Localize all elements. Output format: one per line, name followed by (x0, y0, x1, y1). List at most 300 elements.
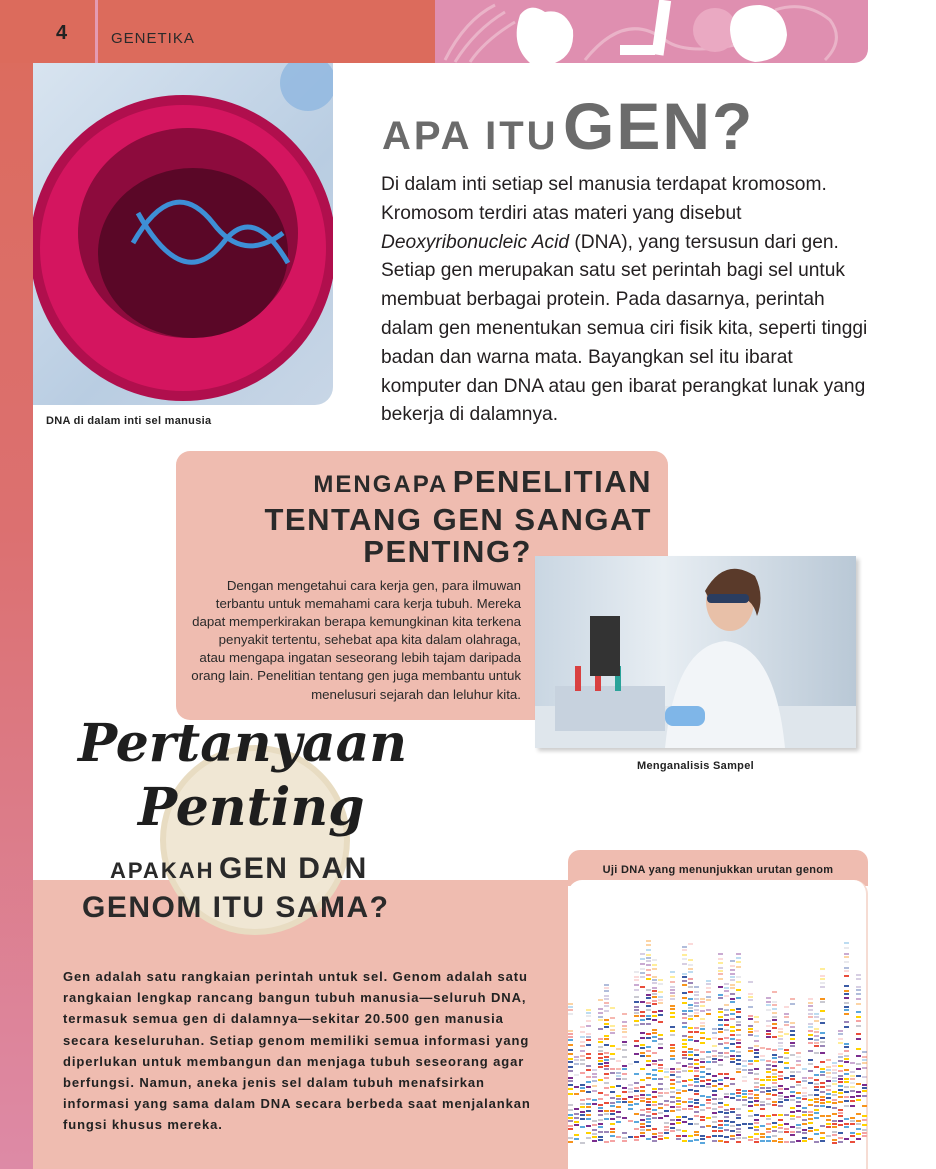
dna-band (736, 1059, 741, 1061)
intro-italic: Deoxyribonucleic Acid (381, 231, 570, 253)
dna-band (826, 1072, 831, 1074)
dna-band (796, 1105, 801, 1107)
dna-band (688, 1039, 693, 1041)
title-small: APA ITU (382, 114, 559, 158)
dna-band (832, 1062, 837, 1064)
dna-band (568, 1070, 573, 1072)
dna-band (712, 1050, 717, 1052)
dna-band (790, 1038, 795, 1040)
dna-band (688, 1048, 693, 1050)
dna-band (730, 1058, 735, 1060)
dna-band (736, 976, 741, 978)
dna-band (766, 1140, 771, 1142)
dna-in-nucleus-image (33, 63, 333, 405)
dna-band (682, 1010, 687, 1012)
dna-band (856, 986, 861, 988)
dna-band (700, 1116, 705, 1118)
dna-band (814, 1020, 819, 1022)
dna-band (736, 1055, 741, 1057)
dna-band (694, 1131, 699, 1133)
dna-band (808, 1026, 813, 1028)
dna-band (640, 963, 645, 965)
dna-band (568, 1080, 573, 1082)
dna-band (646, 944, 651, 946)
dna-band (736, 961, 741, 963)
dna-band (682, 1080, 687, 1082)
dna-band (652, 1000, 657, 1002)
dna-band (796, 1092, 801, 1094)
dna-band (730, 976, 735, 978)
dna-band (634, 1121, 639, 1123)
heading-line-3: PENTING? (363, 534, 532, 569)
dna-band (856, 974, 861, 976)
dna-band (586, 1065, 591, 1067)
dna-band (688, 1010, 693, 1012)
dna-band (586, 1057, 591, 1059)
dna-band (844, 993, 849, 995)
heading-small: MENGAPA (313, 471, 449, 498)
dna-band (628, 1084, 633, 1086)
dna-band (592, 1124, 597, 1126)
dna-band (760, 1059, 765, 1061)
dna-band (682, 1002, 687, 1004)
dna-band (784, 1088, 789, 1090)
dna-band (610, 1123, 615, 1125)
dna-band (700, 1028, 705, 1030)
dna-band (814, 1042, 819, 1044)
dna-band (682, 973, 687, 975)
dna-band (622, 1068, 627, 1070)
dna-band (640, 1097, 645, 1099)
dna-band (814, 1098, 819, 1100)
dna-band (838, 1075, 843, 1077)
dna-band (706, 1051, 711, 1053)
dna-band (646, 1009, 651, 1011)
dna-band (730, 1108, 735, 1110)
dna-band (682, 1065, 687, 1067)
cell-image-caption: DNA di dalam inti sel manusia (46, 415, 212, 427)
dna-band (718, 1120, 723, 1122)
dna-band (574, 1059, 579, 1061)
dna-band (664, 1137, 669, 1139)
dna-band (790, 1054, 795, 1056)
dna-band (694, 1085, 699, 1087)
dna-band (682, 1054, 687, 1056)
dna-band (604, 1002, 609, 1004)
dna-band (604, 1087, 609, 1089)
dna-band (766, 1131, 771, 1133)
dna-band (784, 1062, 789, 1064)
dna-band (754, 1082, 759, 1084)
dna-band (664, 1115, 669, 1117)
dna-band (832, 1131, 837, 1133)
dna-band (772, 1082, 777, 1084)
dna-band (628, 1101, 633, 1103)
dna-band (766, 1033, 771, 1035)
dna-band (598, 1016, 603, 1018)
dna-band (784, 1123, 789, 1125)
dna-band (718, 1124, 723, 1126)
dna-band (808, 1030, 813, 1032)
dna-band (808, 1050, 813, 1052)
dna-band (682, 1046, 687, 1048)
dna-band (814, 1013, 819, 1015)
dna-band (694, 1027, 699, 1029)
dna-band (748, 1028, 753, 1030)
dna-band (652, 1074, 657, 1076)
dna-band (808, 1005, 813, 1007)
dna-band (694, 1115, 699, 1117)
dna-band (682, 1026, 687, 1028)
dna-band (718, 1106, 723, 1108)
dna-band (634, 1136, 639, 1138)
dna-band (634, 1009, 639, 1011)
dna-band (598, 1053, 603, 1055)
dna-band (748, 981, 753, 983)
dna-band (634, 984, 639, 986)
dna-band (658, 1014, 663, 1016)
dna-band (832, 1099, 837, 1101)
dna-band (808, 998, 813, 1000)
dna-band (814, 1035, 819, 1037)
dna-band (586, 1039, 591, 1041)
dna-band (664, 1122, 669, 1124)
dna-band (718, 973, 723, 975)
dna-band (670, 1044, 675, 1046)
dna-band (700, 1071, 705, 1073)
dna-band (820, 1132, 825, 1134)
dna-band (640, 968, 645, 970)
dna-band (730, 1135, 735, 1137)
dna-band (844, 1078, 849, 1080)
dna-band (670, 986, 675, 988)
dna-band (760, 1104, 765, 1106)
dna-band (736, 1046, 741, 1048)
dna-band (754, 1021, 759, 1023)
dna-band (598, 1119, 603, 1121)
dna-band (712, 1037, 717, 1039)
dna-band (688, 1123, 693, 1125)
dna-band (802, 1140, 807, 1142)
dna-band (766, 1001, 771, 1003)
dna-band (814, 1079, 819, 1081)
header-divider (95, 0, 98, 63)
dna-band (736, 1095, 741, 1097)
dna-band (646, 1118, 651, 1120)
dna-band (568, 1137, 573, 1139)
dna-band (736, 1008, 741, 1010)
dna-band (730, 1038, 735, 1040)
dna-band (862, 1084, 867, 1086)
dna-band (736, 1117, 741, 1119)
dna-band (652, 1136, 657, 1138)
dna-band (652, 990, 657, 992)
dna-band (778, 1028, 783, 1030)
dna-band (640, 1023, 645, 1025)
dna-band (694, 1090, 699, 1092)
dna-band (676, 1109, 681, 1111)
dna-band (820, 1052, 825, 1054)
dna-band (730, 1009, 735, 1011)
dna-band (784, 1114, 789, 1116)
dna-band (778, 1141, 783, 1143)
dna-band (730, 1078, 735, 1080)
dna-band (844, 953, 849, 955)
dna-band (814, 1112, 819, 1114)
dna-band (658, 1112, 663, 1114)
dna-band (598, 1012, 603, 1014)
dna-band (814, 1089, 819, 1091)
dna-band (832, 1091, 837, 1093)
dna-band (592, 1120, 597, 1122)
dna-band (616, 1116, 621, 1118)
dna-band (832, 1113, 837, 1115)
dna-band (706, 1061, 711, 1063)
dna-band (850, 1141, 855, 1143)
dna-band (688, 1079, 693, 1081)
dna-band (694, 1106, 699, 1108)
dna-band (862, 1095, 867, 1097)
dna-band (646, 1115, 651, 1117)
dna-band (700, 1119, 705, 1121)
dna-band (676, 1076, 681, 1078)
dna-band (682, 1043, 687, 1045)
dna-band (862, 1115, 867, 1117)
dna-band (718, 1019, 723, 1021)
dna-band (796, 1064, 801, 1066)
dna-band (640, 1126, 645, 1128)
dna-band (844, 967, 849, 969)
dna-band (646, 1050, 651, 1052)
dna-band (814, 1101, 819, 1103)
dna-band (760, 1084, 765, 1086)
dna-band (820, 968, 825, 970)
dna-band (688, 1089, 693, 1091)
dna-band (778, 1092, 783, 1094)
dna-band (622, 1044, 627, 1046)
dna-band (778, 1031, 783, 1033)
dna-band (616, 1106, 621, 1108)
lab-scientist-photo (535, 556, 856, 748)
dna-band (682, 1035, 687, 1037)
dna-band (568, 1084, 573, 1086)
dna-band (754, 1138, 759, 1140)
dna-band (586, 1086, 591, 1088)
dna-band (730, 1030, 735, 1032)
dna-band (640, 1119, 645, 1121)
dna-band (724, 1129, 729, 1131)
dna-band (838, 1081, 843, 1083)
dna-band (598, 1063, 603, 1065)
dna-band (574, 1113, 579, 1115)
dna-band (778, 1078, 783, 1080)
dna-band (706, 1038, 711, 1040)
dna-band (826, 1089, 831, 1091)
dna-band (724, 1056, 729, 1058)
dna-band (796, 1116, 801, 1118)
dna-band (568, 1093, 573, 1095)
dna-band (694, 1012, 699, 1014)
dna-band (694, 994, 699, 996)
dna-band (706, 1107, 711, 1109)
dna-band (712, 1098, 717, 1100)
dna-band (712, 1028, 717, 1030)
dna-band (748, 1006, 753, 1008)
dna-band (634, 1020, 639, 1022)
dna-band (736, 957, 741, 959)
dna-band (844, 1126, 849, 1128)
dna-band (604, 984, 609, 986)
dna-band (634, 996, 639, 998)
dna-band (814, 1083, 819, 1085)
dna-band (586, 1132, 591, 1134)
dna-band (652, 1133, 657, 1135)
dna-band (832, 1142, 837, 1144)
dna-band (598, 1050, 603, 1052)
dna-band (814, 1133, 819, 1135)
dna-band (862, 1129, 867, 1131)
dna-band (844, 1138, 849, 1140)
dna-band (832, 1134, 837, 1136)
dna-band (784, 1096, 789, 1098)
dna-band (790, 1115, 795, 1117)
dna-band (772, 1057, 777, 1059)
dna-band (736, 953, 741, 955)
dna-band (766, 1087, 771, 1089)
dna-band (808, 1114, 813, 1116)
dna-band (718, 1098, 723, 1100)
dna-band (718, 970, 723, 972)
dna-band (664, 1132, 669, 1134)
dna-band (670, 1071, 675, 1073)
dna-band (760, 1133, 765, 1135)
dna-band (706, 1099, 711, 1101)
dna-band (592, 1085, 597, 1087)
dna-band (652, 979, 657, 981)
heading-line-1: PENELITIAN (452, 464, 652, 499)
dna-band (730, 998, 735, 1000)
dna-band (616, 1048, 621, 1050)
dna-band (682, 1101, 687, 1103)
dna-band (646, 989, 651, 991)
dna-band (568, 1114, 573, 1116)
dna-band (700, 1126, 705, 1128)
dna-band (598, 1123, 603, 1125)
dna-band (610, 1072, 615, 1074)
dna-band (622, 1140, 627, 1142)
dna-band (772, 1004, 777, 1006)
dna-band (856, 1011, 861, 1013)
dna-band (844, 975, 849, 977)
dna-band (838, 1085, 843, 1087)
dna-band (856, 1068, 861, 1070)
dna-band (790, 1091, 795, 1093)
dna-band (568, 1049, 573, 1051)
dna-band (748, 1034, 753, 1036)
dna-band (622, 1073, 627, 1075)
dna-band (634, 1139, 639, 1141)
dna-band (670, 1050, 675, 1052)
dna-band (802, 1137, 807, 1139)
dna-band (682, 980, 687, 982)
dna-band (604, 1005, 609, 1007)
dna-band (742, 1137, 747, 1139)
dna-band (826, 1085, 831, 1087)
dna-band (676, 1106, 681, 1108)
dna-band (592, 1103, 597, 1105)
dna-band (802, 1119, 807, 1121)
dna-band (790, 1034, 795, 1036)
dna-band (604, 1056, 609, 1058)
dna-band (862, 1067, 867, 1069)
dna-band (748, 1110, 753, 1112)
dna-band (634, 976, 639, 978)
dna-band (658, 1138, 663, 1140)
dna-band (766, 1064, 771, 1066)
dna-band (682, 1121, 687, 1123)
dna-band (652, 1101, 657, 1103)
dna-band (724, 1112, 729, 1114)
dna-band (748, 1072, 753, 1074)
dna-band (676, 1122, 681, 1124)
dna-band (742, 1099, 747, 1101)
dna-band (754, 1100, 759, 1102)
dna-band (784, 1067, 789, 1069)
dna-band (808, 1059, 813, 1061)
dna-band (838, 1060, 843, 1062)
dna-band (592, 1069, 597, 1071)
dna-band (586, 1076, 591, 1078)
dna-band (754, 1089, 759, 1091)
dna-band (580, 1126, 585, 1128)
dna-band (820, 1068, 825, 1070)
dna-band (754, 1094, 759, 1096)
dna-band (784, 1049, 789, 1051)
dna-band (628, 1104, 633, 1106)
dna-band (676, 1081, 681, 1083)
dna-band (844, 1118, 849, 1120)
dna-band (706, 1086, 711, 1088)
dna-band (778, 1105, 783, 1107)
dna-band (604, 1023, 609, 1025)
dna-band (862, 1105, 867, 1107)
dna-band (580, 1103, 585, 1105)
dna-band (748, 1047, 753, 1049)
dna-band (652, 1109, 657, 1111)
dna-band (856, 1099, 861, 1101)
dna-band (736, 989, 741, 991)
dna-band (694, 1005, 699, 1007)
dna-band (772, 1036, 777, 1038)
dna-band (766, 1128, 771, 1130)
dna-band (736, 1092, 741, 1094)
dna-band (772, 1065, 777, 1067)
title-big: GEN? (563, 89, 755, 163)
dna-image-caption: Uji DNA yang menunjukkan urutan genom (602, 864, 834, 876)
dna-band (730, 1026, 735, 1028)
dna-band (766, 1071, 771, 1073)
dna-band (658, 1021, 663, 1023)
dna-band (748, 1105, 753, 1107)
dna-band (826, 1123, 831, 1125)
dna-band (754, 1049, 759, 1051)
dna-band (862, 1087, 867, 1089)
dna-band (622, 1117, 627, 1119)
dna-band (778, 1138, 783, 1140)
dna-band (748, 1097, 753, 1099)
dna-band (646, 964, 651, 966)
dna-band (580, 1084, 585, 1086)
